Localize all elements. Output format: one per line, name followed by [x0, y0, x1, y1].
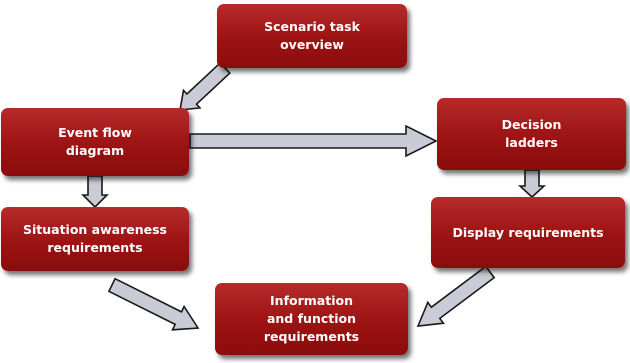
decision-ladders-box: Decision ladders [437, 98, 626, 170]
arrow-event-to-decision [190, 126, 436, 156]
arrow-display-to-information [418, 266, 494, 326]
scenario-task-overview-box: Scenario task overview [217, 4, 407, 68]
arrow-event-to-situation [83, 176, 107, 207]
arrow-scenario-to-event [180, 63, 230, 110]
arrow-situation-to-information [109, 279, 198, 330]
situation-awareness-requirements-box: Situation awareness requirements [1, 207, 189, 271]
display-requirements-box: Display requirements [431, 197, 625, 268]
event-flow-diagram-box: Event flow diagram [1, 108, 189, 176]
information-function-requirements-box: Information and function requirements [215, 283, 408, 355]
arrow-decision-to-display [520, 170, 544, 197]
